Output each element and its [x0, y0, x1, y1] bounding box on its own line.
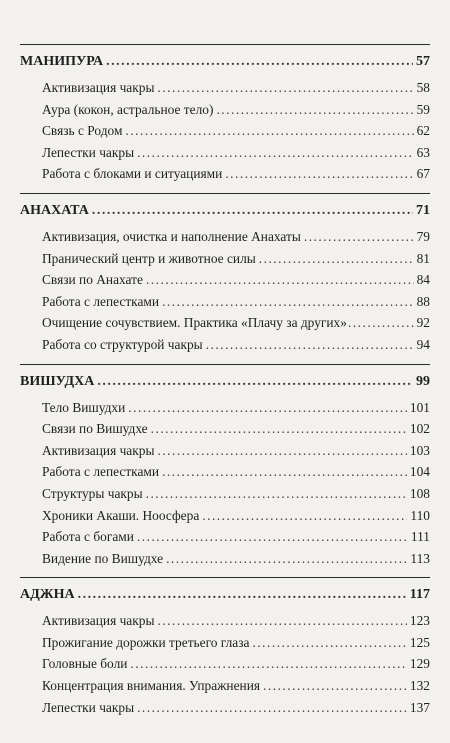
dot-leader — [162, 291, 414, 313]
entry-page-number: 101 — [409, 399, 430, 415]
toc-entry[interactable] — [20, 697, 430, 719]
chapter-title: АНАХАТА — [20, 202, 89, 218]
toc-entry[interactable] — [20, 312, 430, 334]
toc-entry[interactable] — [20, 653, 430, 675]
dot-leader — [225, 163, 413, 185]
toc-entry[interactable] — [20, 291, 430, 313]
toc-entry[interactable] — [20, 248, 430, 270]
entry-title: Связи по Вишудхе — [42, 421, 148, 437]
entry-title: Работа с богами — [42, 529, 134, 545]
chapter-page-number: 71 — [416, 202, 430, 218]
entry-title: Активизация чакры — [42, 613, 155, 629]
entry-page-number: 103 — [409, 442, 430, 458]
dot-leader — [151, 418, 407, 440]
entry-page-number: 104 — [409, 464, 430, 480]
toc-entry[interactable] — [20, 269, 430, 291]
entry-page-number: 137 — [409, 699, 430, 715]
entry-page-number: 111 — [410, 529, 430, 545]
entry-page-number: 132 — [409, 678, 430, 694]
toc-section-manipura — [20, 44, 430, 193]
toc-entry[interactable] — [20, 418, 430, 440]
entry-title: Тело Вишудхи — [42, 399, 126, 415]
entry-title: Концентрация внимания. Упражнения — [42, 678, 261, 694]
chapter-page-number: 99 — [416, 373, 430, 389]
toc-entry[interactable] — [20, 226, 430, 248]
toc-entry[interactable] — [20, 632, 430, 654]
toc-entry[interactable] — [20, 610, 430, 632]
toc-entry[interactable] — [20, 77, 430, 99]
dot-leader — [206, 334, 414, 356]
chapter-page-number: 117 — [409, 587, 430, 603]
chapter-page-number: 57 — [416, 54, 430, 69]
entry-page-number: 62 — [416, 123, 430, 139]
entry-title: Пранический центр и животное силы — [42, 250, 256, 266]
toc-entry[interactable] — [20, 526, 430, 548]
entry-title: Аура (кокон, астральное тело) — [42, 101, 214, 117]
dot-leader — [137, 142, 414, 164]
entry-page-number: 92 — [416, 315, 430, 331]
entry-title: Работа с блоками и ситуациями — [42, 166, 223, 182]
toc-entry[interactable] — [20, 548, 430, 570]
dot-leader — [166, 548, 407, 570]
entry-title: Связи по Анахате — [42, 272, 143, 288]
dot-leader — [157, 77, 413, 99]
entry-page-number: 113 — [410, 550, 430, 566]
toc-entry[interactable] — [20, 397, 430, 419]
dot-leader — [157, 610, 406, 632]
dot-leader — [97, 371, 413, 393]
entry-page-number: 58 — [416, 80, 430, 95]
entry-page-number: 84 — [416, 272, 430, 288]
dot-leader — [137, 526, 408, 548]
entry-title: Видение по Вишудхе — [42, 550, 164, 566]
dot-leader — [146, 483, 407, 505]
chapter-title: МАНИПУРА — [20, 54, 104, 69]
entry-title: Прожигание дорожки третьего глаза — [42, 634, 250, 650]
entry-page-number: 108 — [409, 485, 430, 501]
entry-title: Работа со структурой чакры — [42, 336, 203, 352]
entry-title: Головные боли — [42, 656, 128, 672]
toc-entry[interactable] — [20, 142, 430, 164]
dot-leader — [259, 248, 414, 270]
dot-leader — [128, 397, 407, 419]
toc-section-anahata — [20, 193, 430, 364]
dot-leader — [252, 632, 406, 654]
dot-leader — [216, 99, 413, 121]
dot-leader — [202, 505, 407, 527]
entry-page-number: 67 — [416, 166, 430, 182]
entry-title: Активизация, очистка и наполнение Анахаты — [42, 228, 301, 244]
toc-entry[interactable] — [20, 99, 430, 121]
entry-title: Активизация чакры — [42, 80, 155, 95]
entry-title: Активизация чакры — [42, 442, 155, 458]
toc-entry[interactable] — [20, 505, 430, 527]
toc-chapter-heading[interactable] — [20, 200, 430, 222]
toc-section-vishuddha — [20, 364, 430, 578]
chapter-title: АДЖНА — [20, 587, 75, 603]
entry-page-number: 63 — [416, 144, 430, 160]
entry-page-number: 123 — [409, 613, 430, 629]
dot-leader — [304, 226, 414, 248]
toc-chapter-heading[interactable] — [20, 371, 430, 393]
toc-entry[interactable] — [20, 163, 430, 185]
dot-leader — [106, 51, 413, 73]
entry-page-number: 125 — [409, 634, 430, 650]
chapter-title: ВИШУДХА — [20, 373, 95, 389]
entry-page-number: 79 — [416, 228, 430, 244]
toc-chapter-heading[interactable] — [20, 51, 430, 73]
entry-title: Очищение сочувствием. Практика «Плачу за других» — [42, 315, 347, 331]
entry-title: Структуры чакры — [42, 485, 143, 501]
entry-page-number: 110 — [410, 507, 430, 523]
dot-leader — [78, 584, 407, 606]
toc-entry[interactable] — [20, 334, 430, 356]
toc-entry[interactable] — [20, 675, 430, 697]
dot-leader — [92, 200, 413, 222]
entry-page-number: 94 — [416, 336, 430, 352]
toc-entry[interactable] — [20, 461, 430, 483]
toc-section-ajna — [20, 577, 430, 726]
dot-leader — [157, 440, 406, 462]
entry-title: Лепестки чакры — [42, 144, 135, 160]
toc-entry[interactable] — [20, 440, 430, 462]
entry-page-number: 81 — [416, 250, 430, 266]
dot-leader — [137, 697, 407, 719]
dot-leader — [263, 675, 407, 697]
dot-leader — [162, 461, 407, 483]
entry-title: Лепестки чакры — [42, 699, 135, 715]
toc-entry[interactable] — [20, 483, 430, 505]
entry-title: Связь с Родом — [42, 123, 123, 139]
entry-title: Работа с лепестками — [42, 464, 160, 480]
toc-chapter-heading[interactable] — [20, 584, 430, 606]
entry-page-number: 129 — [409, 656, 430, 672]
toc-entry[interactable] — [20, 120, 430, 142]
dot-leader — [146, 269, 414, 291]
entry-page-number: 59 — [416, 101, 430, 117]
entry-title: Работа с лепестками — [42, 293, 160, 309]
entry-page-number: 102 — [409, 421, 430, 437]
dot-leader — [125, 120, 413, 142]
dot-leader — [348, 312, 416, 334]
dot-leader — [130, 653, 406, 675]
entry-page-number: 88 — [416, 293, 430, 309]
entry-title: Хроники Акаши. Ноосфера — [42, 507, 200, 523]
